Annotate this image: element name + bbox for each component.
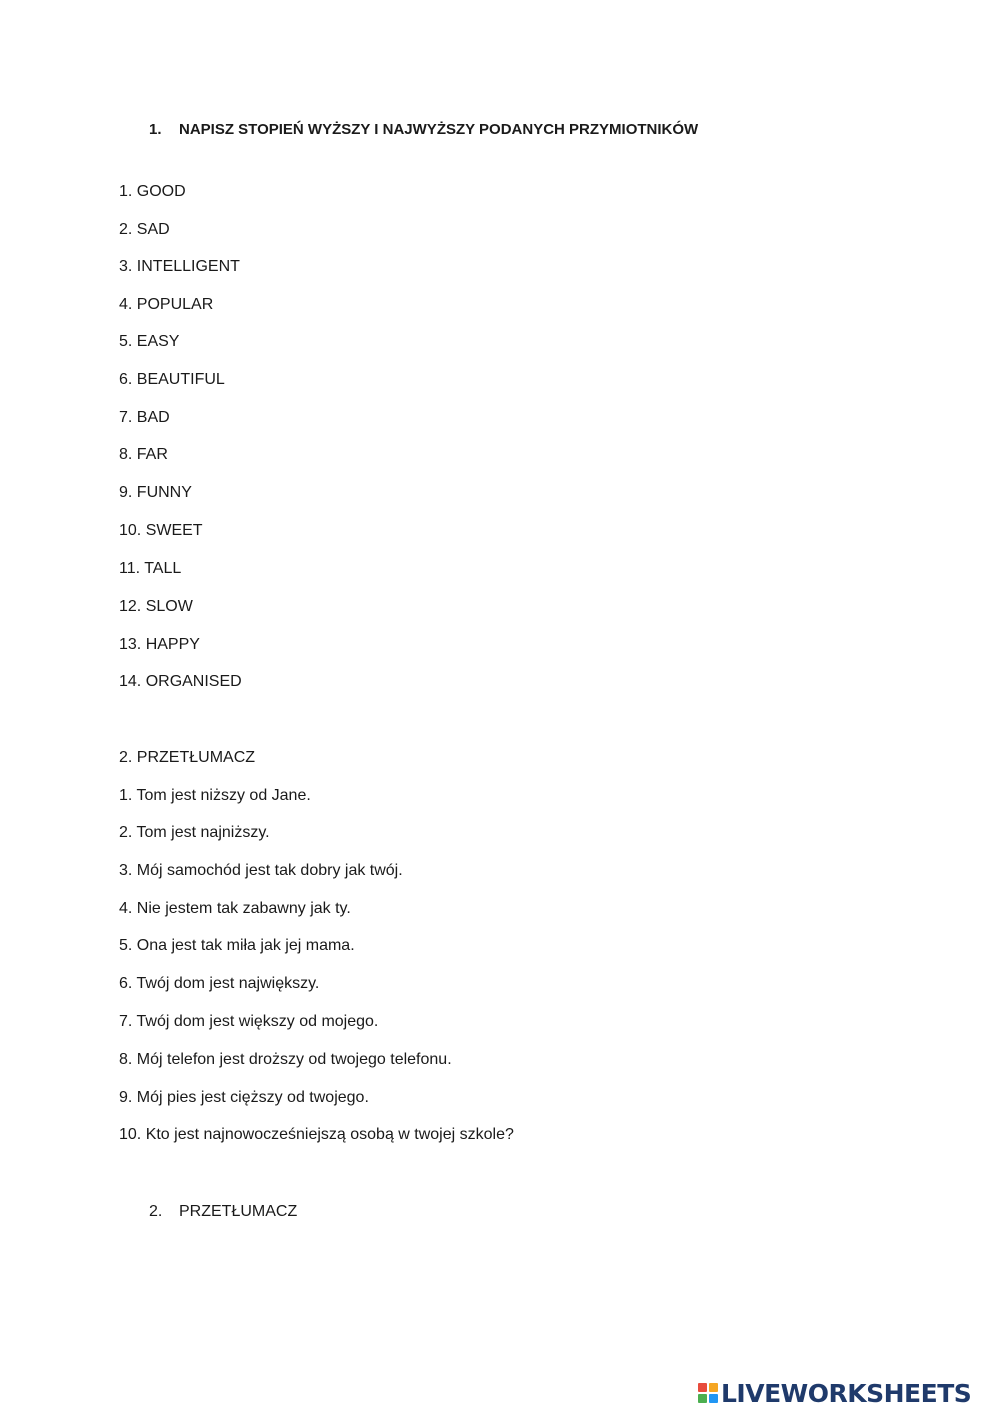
list-item: 2. SAD [119,221,170,238]
list-item: 3. INTELLIGENT [119,258,240,275]
section-3-title: PRZETŁUMACZ [179,1203,298,1220]
list-item: 6. Twój dom jest największy. [119,975,320,992]
list-item: 10. SWEET [119,522,203,539]
section-1-heading [149,120,698,140]
list-item: 12. SLOW [119,598,193,615]
list-item: 1. GOOD [119,183,186,200]
section-3-number: 2. [149,1203,163,1220]
list-item: 8. Mój telefon jest droższy od twojego telefonu. [119,1051,452,1068]
list-item: 10. Kto jest najnowocześniejszą osobą w twojej szkole? [119,1126,514,1143]
section-1-title: NAPISZ STOPIEŃ WYŻSZY I NAJWYŻSZY PODANYCH PRZYMIOTNIKÓW [179,121,699,138]
list-item: 4. POPULAR [119,296,214,313]
section-1-number: 1. [149,121,162,138]
list-item: 9. Mój pies jest cięższy od twojego. [119,1089,369,1106]
list-item: 1. Tom jest niższy od Jane. [119,787,311,804]
list-item: 2. Tom jest najniższy. [119,824,270,841]
list-item: 3. Mój samochód jest tak dobry jak twój. [119,862,403,879]
list-item: 9. FUNNY [119,484,192,501]
logo-icon [698,1383,718,1403]
list-item: 11. TALL [119,560,182,577]
list-item: 4. Nie jestem tak zabawny jak ty. [119,900,351,917]
list-item: 14. ORGANISED [119,673,242,690]
logo-text: LIVEWORKSHEETS [721,1378,972,1408]
list-item: 5. EASY [119,333,180,350]
list-item: 6. BEAUTIFUL [119,371,225,388]
list-item: 5. Ona jest tak miła jak jej mama. [119,937,355,954]
list-item: 8. FAR [119,446,168,463]
section-2-title: 2. PRZETŁUMACZ [119,749,256,766]
section-3-heading [149,1202,297,1222]
liveworksheets-logo [698,1378,971,1408]
list-item: 7. BAD [119,409,170,426]
list-item: 7. Twój dom jest większy od mojego. [119,1013,379,1030]
list-item: 13. HAPPY [119,636,200,653]
